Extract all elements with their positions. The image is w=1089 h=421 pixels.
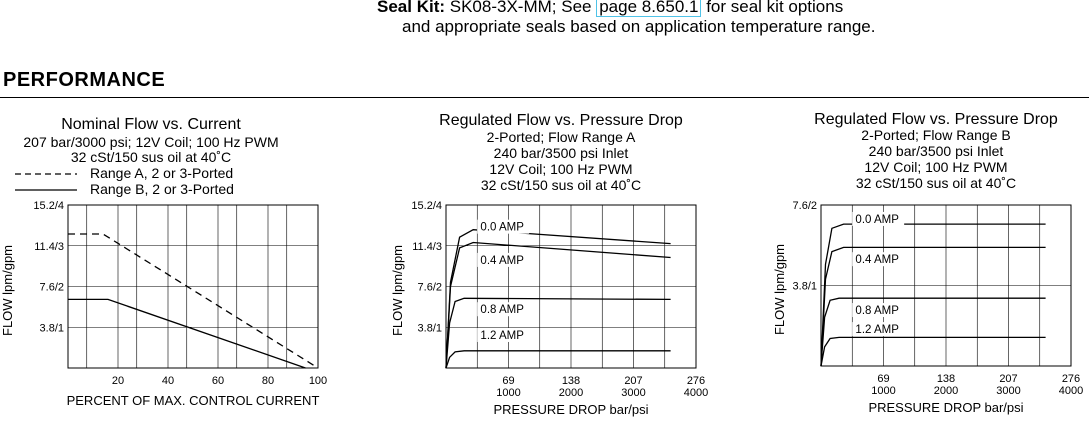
x-axis-label: PERCENT OF MAX. CONTROL CURRENT — [66, 393, 320, 408]
series-label: 0.4 AMP — [855, 254, 899, 267]
section-title: PERFORMANCE — [3, 69, 166, 91]
series-label: 0.0 AMP — [480, 221, 524, 234]
chart-subtitle-line: 240 bar/3500 psi Inlet — [868, 143, 1004, 159]
x-tick-label-psi: 4000 — [1058, 385, 1084, 397]
x-tick-label: 100 — [308, 375, 328, 387]
chart-subtitle-line: 32 cSt/150 sus oil at 40˚C — [855, 175, 1017, 191]
series-label: 0.8 AMP — [480, 304, 524, 317]
x-tick-label-bar: 276 — [1061, 373, 1081, 385]
chart-subtitle-line: 2-Ported; Flow Range A — [486, 129, 636, 145]
y-tick-label: 7.6/2 — [792, 200, 817, 212]
legend-label: Range B, 2 or 3-Ported — [90, 181, 234, 197]
series-line — [446, 351, 671, 368]
chart-subtitle-line: 12V Coil; 100 Hz PWM — [489, 161, 633, 177]
seal-kit-after: for seal kit options — [701, 0, 844, 16]
y-axis-label: FLOW lpm/gpm — [772, 243, 787, 336]
seal-kit-label: Seal Kit: — [377, 0, 446, 16]
series-label: 0.8 AMP — [855, 305, 899, 318]
x-tick-label-psi: 4000 — [683, 387, 709, 399]
chart-subtitle-line: 207 bar/3000 psi; 12V Coil; 100 Hz PWM — [23, 134, 279, 150]
chart-subtitle-line: 32 cSt/150 sus oil at 40˚C — [480, 177, 642, 193]
y-tick-label: 11.4/3 — [34, 240, 64, 253]
x-tick-label: 40 — [161, 375, 175, 387]
y-axis-label: FLOW lpm/gpm — [390, 244, 405, 337]
y-tick-label: 3.8/1 — [792, 280, 817, 293]
x-axis-label: PRESSURE DROP bar/psi — [493, 402, 649, 417]
x-tick-label-psi: 1000 — [871, 385, 896, 397]
series-line — [821, 224, 1046, 366]
x-axis-label: PRESSURE DROP bar/psi — [868, 400, 1024, 415]
chart-3 — [772, 111, 1083, 415]
y-tick-label: 15.2/4 — [411, 200, 442, 212]
y-tick-label: 11.4/3 — [412, 240, 442, 253]
x-tick-label-bar: 69 — [502, 375, 515, 387]
x-tick-label-bar: 138 — [936, 373, 956, 385]
series-label: 0.0 AMP — [855, 213, 899, 226]
x-tick-label-psi: 1000 — [496, 387, 521, 399]
chart-subtitle-line: 240 bar/3500 psi Inlet — [493, 145, 629, 161]
x-tick-label-psi: 2000 — [558, 387, 584, 399]
y-tick-label: 3.8/1 — [39, 322, 64, 335]
legend-label: Range A, 2 or 3-Ported — [90, 165, 234, 181]
x-tick-label: 80 — [261, 375, 275, 387]
series-label: 1.2 AMP — [480, 329, 524, 342]
y-tick-label: 7.6/2 — [39, 281, 64, 294]
seal-kit-page-link[interactable]: page 8.650.1 — [596, 0, 701, 17]
chart-subtitle-line: 12V Coil; 100 Hz PWM — [864, 159, 1008, 175]
x-tick-label: 60 — [211, 375, 225, 387]
series-label: 1.2 AMP — [855, 324, 899, 337]
x-tick-label: 20 — [111, 375, 125, 387]
series-line — [821, 337, 1046, 366]
y-tick-label: 7.6/2 — [417, 281, 442, 294]
chart-2 — [390, 112, 708, 417]
chart-1 — [0, 116, 327, 408]
x-tick-label-bar: 276 — [686, 375, 706, 387]
x-tick-label-bar: 69 — [877, 373, 890, 385]
series-line — [68, 234, 318, 368]
x-tick-label-psi: 3000 — [621, 387, 646, 399]
x-tick-label-bar: 207 — [999, 373, 1018, 385]
y-tick-label: 15.2/4 — [33, 200, 64, 212]
chart-title: Regulated Flow vs. Pressure Drop — [439, 112, 683, 129]
chart-subtitle-line: 32 cSt/150 sus oil at 40˚C — [70, 149, 232, 165]
chart-title: Nominal Flow vs. Current — [61, 116, 241, 133]
chart-subtitle-line: 2-Ported; Flow Range B — [861, 127, 1011, 143]
y-tick-label: 3.8/1 — [417, 322, 442, 335]
seal-kit-line-2: and appropriate seals based on application temperature range. — [402, 17, 876, 36]
y-axis-label: FLOW lpm/gpm — [0, 244, 15, 337]
seal-kit-part: SK08-3X-MM; See — [445, 0, 597, 16]
x-tick-label-bar: 138 — [561, 375, 581, 387]
series-label: 0.4 AMP — [480, 254, 524, 267]
x-tick-label-psi: 2000 — [933, 385, 959, 397]
x-tick-label-psi: 3000 — [996, 385, 1021, 397]
chart-title: Regulated Flow vs. Pressure Drop — [814, 111, 1058, 128]
x-tick-label-bar: 207 — [624, 375, 643, 387]
